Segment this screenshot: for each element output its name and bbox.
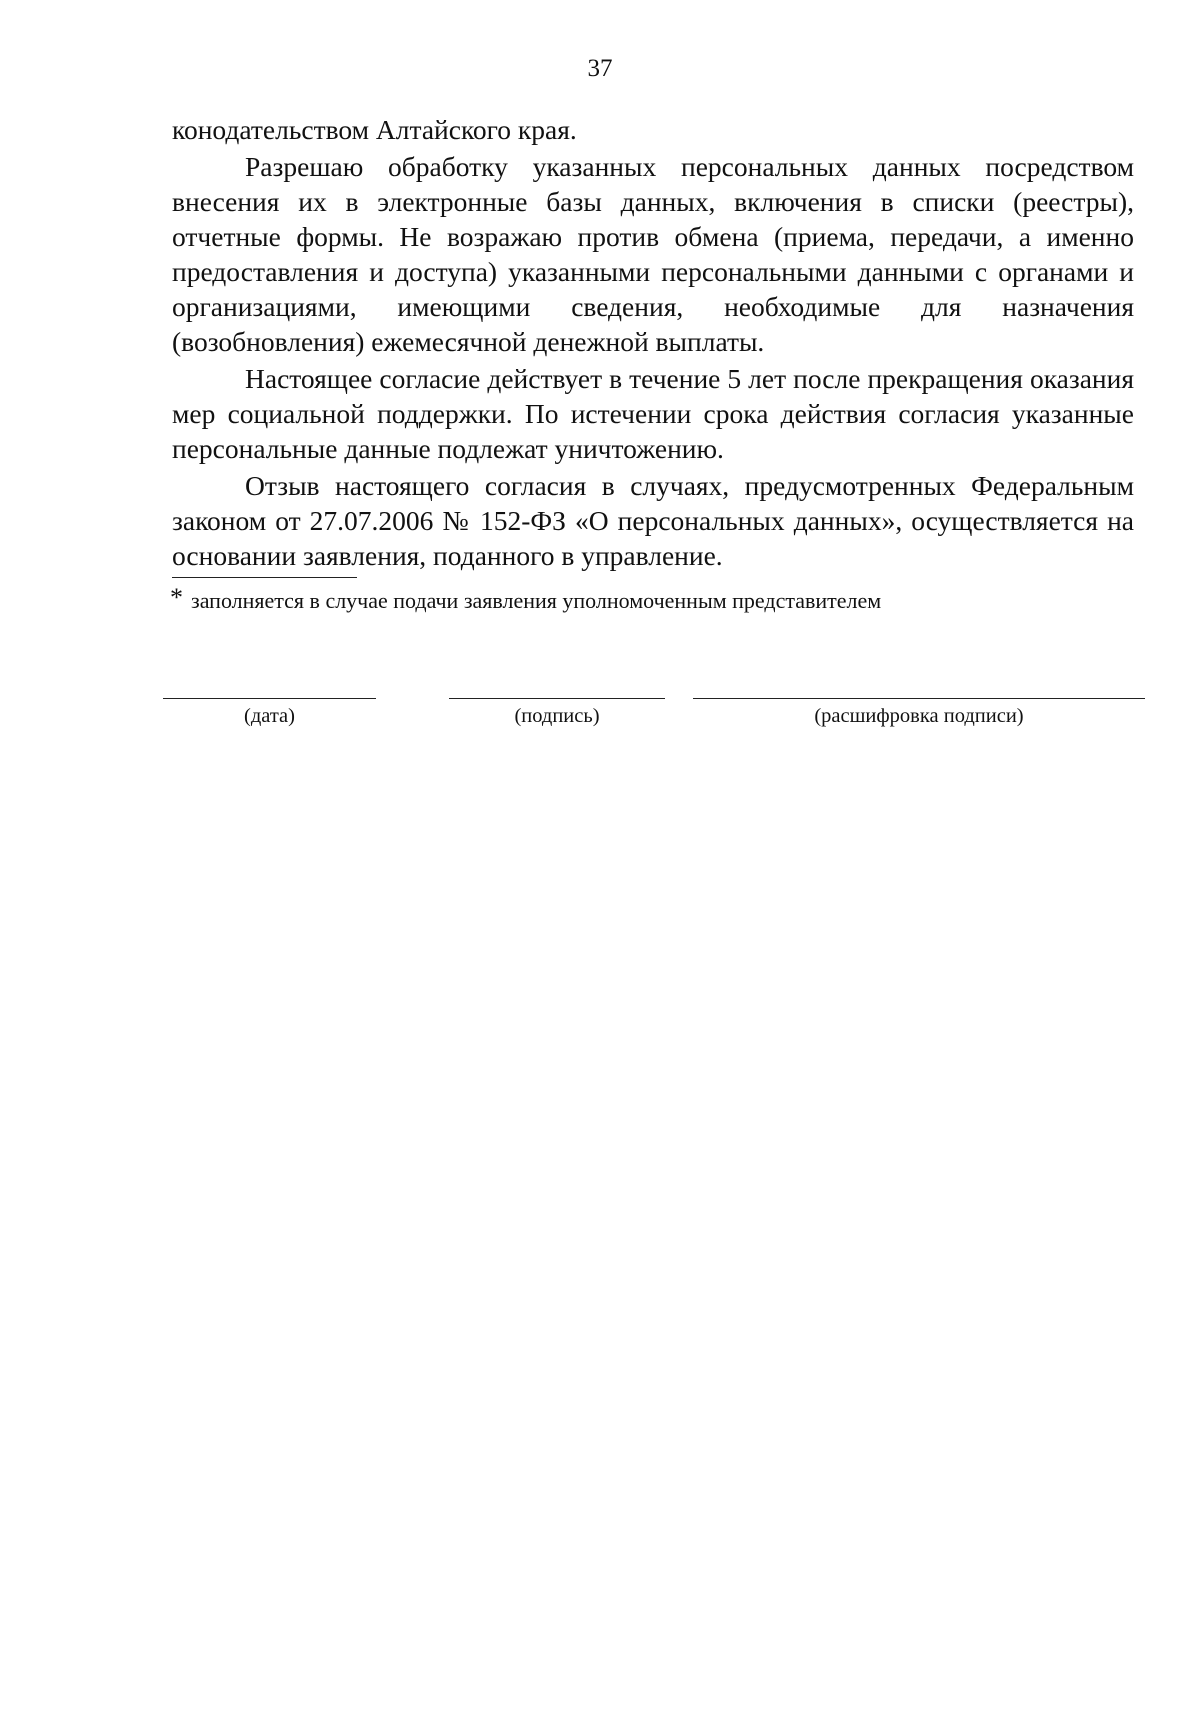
date-line — [163, 698, 376, 699]
date-field — [163, 698, 376, 729]
footnote-marker: * — [170, 583, 183, 612]
paragraph-consent-term: Настоящее согласие действует в течение 5 лет после прекращения оказания мер социальной поддержки. По истечении срока действия согласия указанные персональные данные подлежат уничтожению. — [172, 363, 1134, 464]
transcript-field — [693, 698, 1145, 729]
footnote-text: заполняется в случае подачи заявления уполномоченным представителем — [191, 588, 882, 613]
transcript-label: (расшифровка подписи) — [814, 705, 1024, 727]
document-body — [172, 112, 1134, 575]
footnote-divider — [172, 577, 357, 578]
transcript-line — [693, 698, 1145, 699]
signature-line — [449, 698, 665, 699]
page-number: 37 — [587, 55, 613, 82]
date-label: (дата) — [244, 705, 295, 727]
paragraph-continuation: конодательством Алтайского края. — [172, 114, 577, 145]
signature-label: (подпись) — [514, 705, 600, 727]
paragraph-consent-withdrawal: Отзыв настоящего согласия в случаях, предусмотренных Федеральным законом от 27.07.2006 № 152-ФЗ «О персональных данных», осуществляется на основании заявления, поданного в управление. — [172, 470, 1134, 571]
paragraph-consent-processing: Разрешаю обработку указанных персональных данных посредством внесения их в электронные базы данных, включения в списки (реестры), отчетные формы. Не возражаю против обмена (приема, передачи, а именно предоставления и доступа) указанными персональными данными с органами и организациями, имеющими сведения, необходимые для назначения (возобновления) ежемесячной денежной выплаты. — [172, 151, 1134, 357]
footnote — [170, 584, 1130, 615]
signature-field — [449, 698, 665, 729]
